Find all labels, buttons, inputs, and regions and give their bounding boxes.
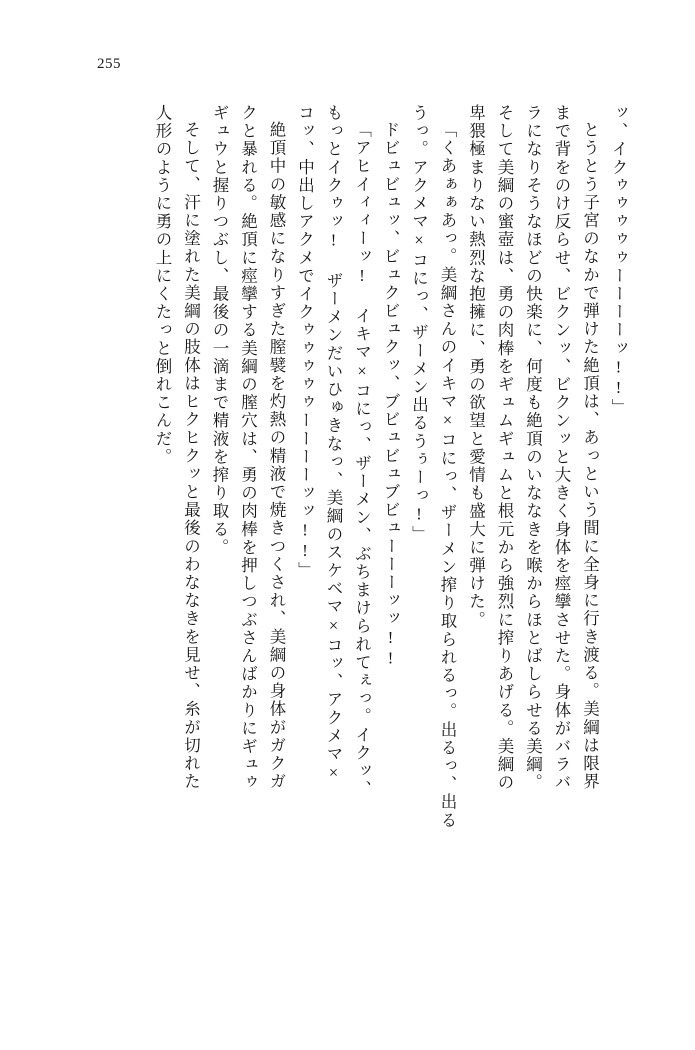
- text-line: そして美綱の蜜壺は、勇の肉棒をギュムギュムと根元から強烈に搾りあげる。美綱の: [495, 104, 514, 792]
- text-line: 人形のように勇の上にくたっと倒れこんだ。: [153, 104, 172, 466]
- text-line: ラになりそうなほどの快楽に、何度も絶頂のいななきを喉からほとばしらせる美綱。: [523, 104, 543, 792]
- text-line: 卑猥極まりない熱烈な抱擁に、勇の欲望と愛情も盛大に弾けた。: [466, 104, 486, 629]
- text-line: うっ。アクメマ×コにっ、ザーメン出るうぅーっ!」: [409, 104, 429, 544]
- text-line: クと暴れる。絶頂に痙攣する美綱の膣穴は、勇の肉棒を押しつぶさんばかりにギュゥ: [238, 104, 258, 792]
- text-line: もっとイクゥッ! ザーメンだいひゅきなっ、美綱のスケベマ×コッ、アクメマ×: [324, 104, 343, 784]
- text-line: コッ、中出しアクメでイクゥゥゥゥゥーーーーッッ!!」: [295, 104, 315, 580]
- text-line: まで背をのけ反らせ、ビクンッ、ビクンッと大きく身体を痙攣させた。身体がバラバ: [552, 104, 571, 792]
- text-line: ドビュビュッ、ビュクビュクッ、ブビュビュブビューーーッッ!!: [381, 121, 400, 669]
- text-line: とうとう子宮のなかで弾けた絶頂は、あっという間に全身に行き渡る。美綱は限界: [580, 121, 600, 791]
- page-text-body: [62, 104, 632, 984]
- text-line: そして、汗に塗れた美綱の肢体はヒクヒクッと最後のわななきを見せ、糸が切れた: [181, 121, 201, 791]
- text-line: 「アヒイィィーッ! イキマ×コにっ、ザーメン、ぶちまけられてぇっ。イクッ、: [352, 121, 372, 799]
- text-line: ッ、イクゥゥゥゥゥーーーーッ!!」: [609, 104, 628, 417]
- text-line: ギュウと握りつぶし、最後の一滴まで精液を搾り取る。: [210, 104, 229, 557]
- text-line: 絶頂中の敏感になりすぎた膣襞を灼熱の精液で焼きつくされ、美綱の身体がガクガ: [267, 121, 286, 791]
- page-number: 255: [97, 56, 121, 72]
- text-line: 「くあぁぁあっ。美綱さんのイキマ×コにっ、ザーメン搾り取られるっ。出るっ、出る: [438, 121, 457, 830]
